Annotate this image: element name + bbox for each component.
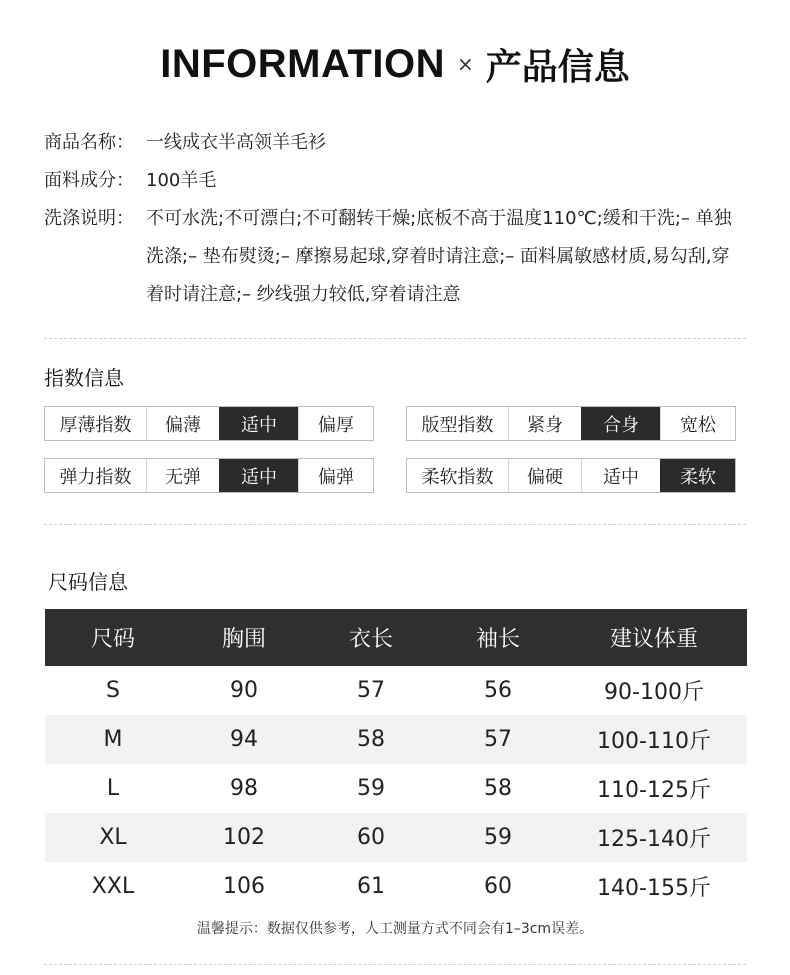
table-cell: 90-100斤: [604, 680, 704, 705]
info-label: 洗涤说明：: [44, 208, 134, 229]
table-cell: 100-110斤: [561, 715, 747, 764]
table-row: [45, 666, 747, 715]
table-row: [45, 715, 747, 764]
index-label: 柔软指数: [421, 466, 494, 488]
divider: [44, 338, 746, 339]
index-option-selected: 柔软: [660, 459, 735, 492]
info-value: 一线成衣半高领羊毛衫: [146, 132, 326, 153]
index-option: 适中: [581, 459, 660, 492]
table-cell: 58: [307, 715, 435, 764]
table-cell: 60: [307, 813, 435, 862]
table-cell: M: [45, 715, 181, 764]
index-thickness: [44, 406, 374, 441]
index-option: 偏硬: [508, 459, 581, 492]
table-cell: 125-140斤: [561, 813, 747, 862]
table-row: [45, 764, 747, 813]
table-cell: 90: [230, 678, 258, 703]
info-label: 面料成分：: [44, 170, 134, 191]
header-title-zh: 产品信息: [485, 46, 630, 88]
index-option: 偏弹: [298, 459, 373, 492]
table-cell: 59: [357, 776, 385, 801]
size-col-header: 袖长: [435, 609, 561, 666]
size-col-header: 衣长: [307, 609, 435, 666]
index-option: 偏厚: [298, 407, 373, 440]
table-cell: 60: [484, 874, 512, 899]
index-label: 厚薄指数: [59, 414, 132, 436]
table-cell: XXL: [91, 874, 135, 899]
table-row: [45, 813, 747, 862]
table-cell: 59: [435, 813, 561, 862]
size-col-header: 胸围: [181, 609, 307, 666]
table-cell: XL: [45, 813, 181, 862]
table-cell: S: [106, 678, 120, 703]
table-cell: 94: [181, 715, 307, 764]
product-info: [44, 128, 744, 322]
page-header: [0, 36, 790, 92]
size-table-header: [45, 609, 747, 666]
table-cell: 61: [357, 874, 385, 899]
index-option-selected: 合身: [581, 407, 660, 440]
table-cell: 56: [484, 678, 512, 703]
index-option-selected: 适中: [219, 407, 298, 440]
table-cell: 102: [181, 813, 307, 862]
index-softness: [406, 458, 736, 493]
index-option: 偏薄: [146, 407, 219, 440]
table-cell: 57: [357, 678, 385, 703]
table-cell: L: [106, 776, 120, 801]
index-option: 无弹: [146, 459, 219, 492]
measurement-tip: 温馨提示：数据仅供参考，人工测量方式不同会有1–3cm误差。: [196, 921, 594, 937]
table-cell: 110-125斤: [597, 778, 711, 803]
index-section-title: 指数信息: [44, 366, 124, 390]
table-cell: 57: [435, 715, 561, 764]
info-value: 100羊毛: [146, 170, 217, 191]
size-section-title: 尺码信息: [48, 570, 128, 594]
index-option-selected: 适中: [219, 459, 298, 492]
table-cell: 106: [223, 874, 265, 899]
info-value: 不可水洗;不可漂白;不可翻转干燥;底板不高于温度110℃;缓和干洗;– 单独洗涤;– 垫布熨烫;– 摩擦易起球,穿着时请注意;– 面料属敏感材质,易勾刮,穿着时请注意;– 纱线强力较低,穿着请注意: [146, 208, 732, 305]
size-col-header: 尺码: [45, 609, 181, 666]
size-table: [45, 609, 747, 911]
index-label: 版型指数: [421, 414, 494, 436]
table-cell: 98: [230, 776, 258, 801]
table-cell: 140-155斤: [597, 876, 711, 901]
info-row-washing: [44, 204, 744, 314]
index-fit: [406, 406, 736, 441]
header-separator: ×: [456, 52, 474, 76]
index-option: 紧身: [508, 407, 581, 440]
size-col-header: 建议体重: [561, 609, 747, 666]
info-row-fabric: [44, 166, 744, 196]
divider: [44, 524, 746, 525]
header-title-en: INFORMATION: [160, 41, 445, 86]
index-label: 弹力指数: [59, 466, 132, 488]
table-row: [45, 862, 747, 911]
divider: [44, 964, 746, 965]
table-cell: 58: [484, 776, 512, 801]
index-elasticity: [44, 458, 374, 493]
index-option: 宽松: [660, 407, 735, 440]
info-row-name: [44, 128, 744, 158]
info-label: 商品名称：: [44, 132, 134, 153]
